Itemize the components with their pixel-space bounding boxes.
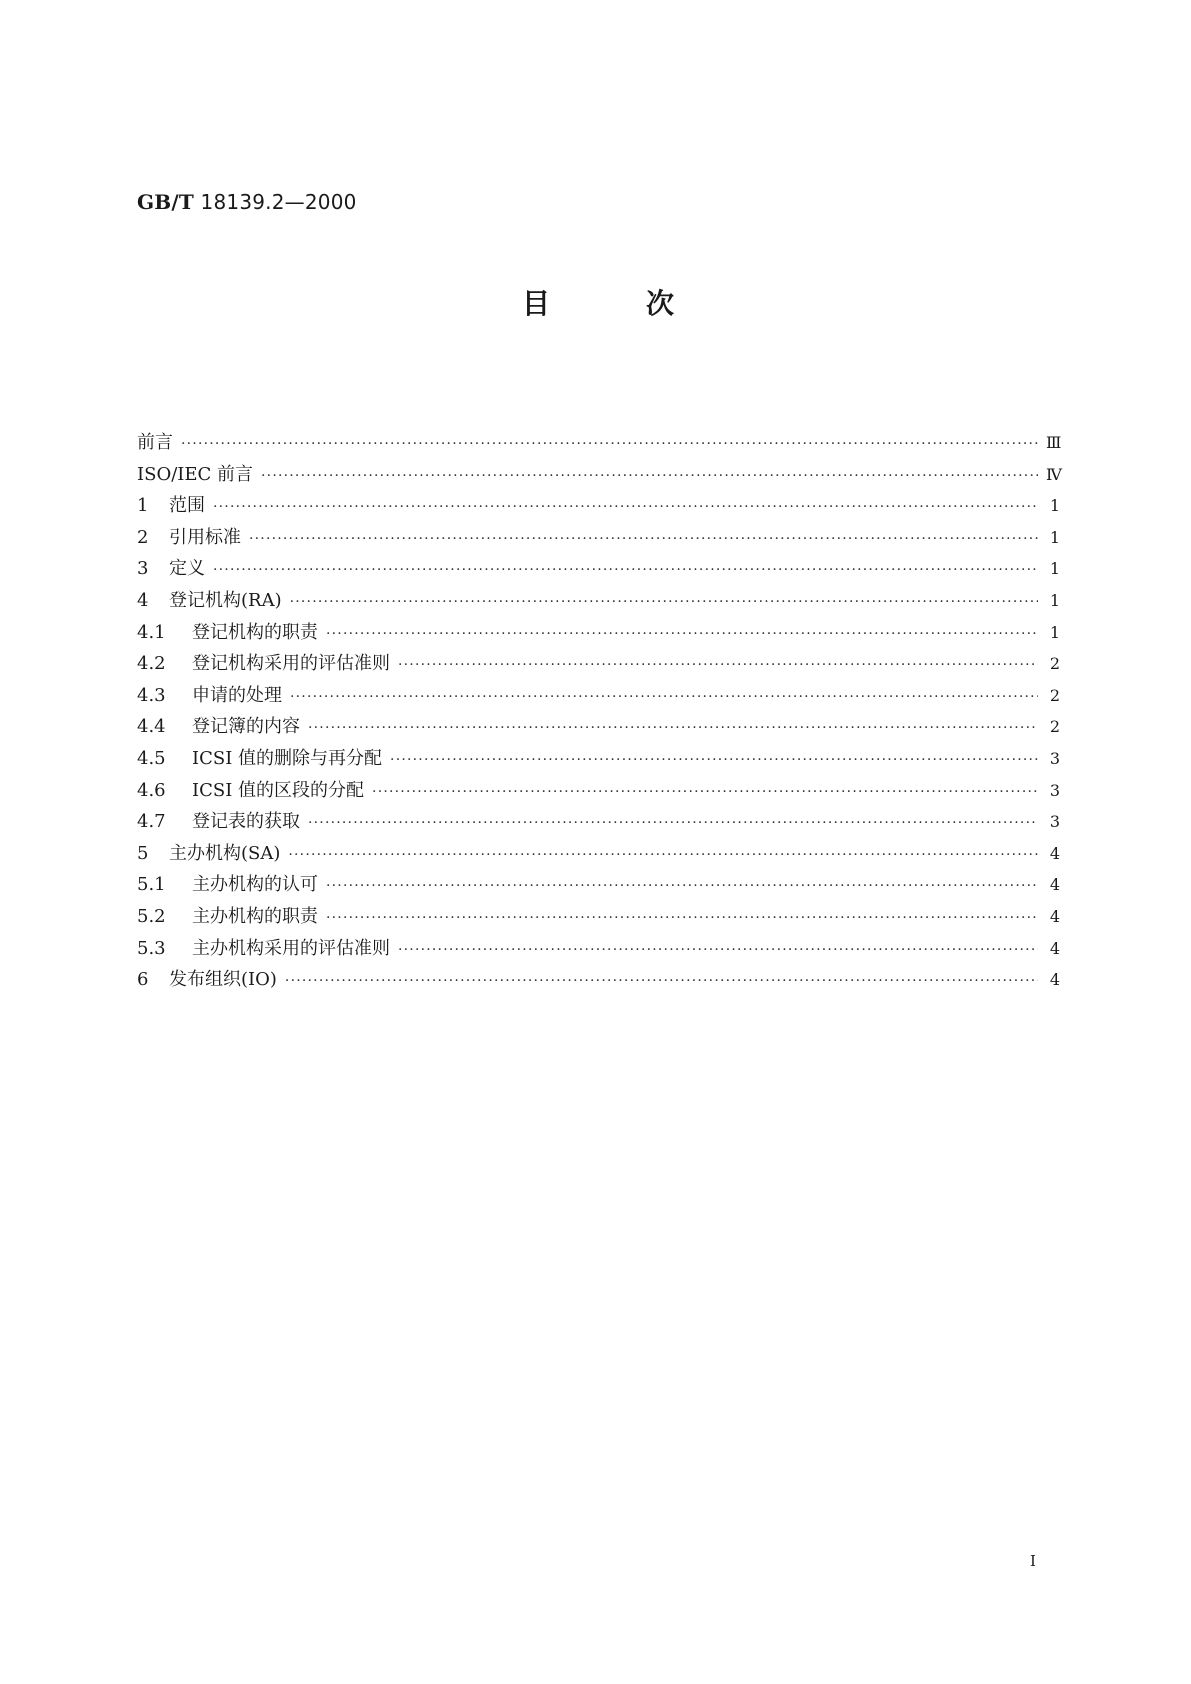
toc-dot-leader: [308, 808, 1038, 840]
toc-entry-title: 登记机构采用的评估准则: [192, 653, 390, 675]
toc-entry[interactable]: [137, 711, 1060, 743]
toc-entry-label: [137, 806, 300, 838]
toc-entry-title: 前言: [137, 432, 173, 453]
toc-entry[interactable]: [137, 933, 1060, 965]
toc-entry[interactable]: [137, 459, 1060, 491]
toc-entry-label: [137, 869, 318, 901]
toc-entry-label: [137, 933, 390, 965]
toc-dot-leader: [308, 713, 1038, 745]
toc-entry-label: [137, 490, 205, 522]
toc-entry-label: [137, 680, 282, 712]
toc-entry-page: 1: [1049, 496, 1060, 516]
toc-entry-number: 5.2: [137, 905, 166, 927]
standard-number: 18139.2—2000: [200, 190, 357, 214]
toc-entry-page: 3: [1049, 812, 1060, 832]
toc-entry-label: [137, 553, 205, 585]
toc-dot-leader: [249, 524, 1038, 556]
toc-dot-leader: [288, 840, 1038, 872]
toc-entry-number: 5.3: [137, 937, 166, 959]
toc-entry-page: 2: [1049, 654, 1060, 674]
toc-entry-page: 4: [1049, 875, 1060, 895]
toc-entry-title: 引用标准: [169, 526, 241, 548]
toc-dot-leader: [326, 903, 1038, 935]
toc-entry-number: 5: [137, 842, 149, 864]
toc-entry[interactable]: [137, 838, 1060, 870]
toc-entry[interactable]: [137, 806, 1060, 838]
toc-title: [0, 282, 1191, 322]
toc-entry-label: [137, 775, 364, 807]
toc-entry-number: 4.6: [137, 779, 166, 801]
toc-entry-number: 1: [137, 495, 149, 517]
toc-dot-leader: [213, 555, 1038, 587]
toc-entry-label: [137, 522, 241, 554]
toc-dot-leader: [390, 745, 1038, 777]
toc-dot-leader: [398, 650, 1038, 682]
toc-entry[interactable]: [137, 964, 1060, 996]
toc-entry-page: 3: [1049, 748, 1060, 768]
toc-entry-page: 1: [1049, 622, 1060, 642]
toc-entry-number: 4: [137, 589, 149, 611]
toc-entry-number: 4.2: [137, 653, 166, 675]
toc-dot-leader: [398, 935, 1038, 967]
standard-prefix: GB/T: [137, 190, 194, 214]
toc-entry-title: 登记表的获取: [192, 811, 300, 833]
toc-entry-title: 登记机构(RA): [169, 589, 282, 611]
toc-entry-title: 主办机构的职责: [192, 905, 318, 927]
toc-entry-label: [137, 901, 318, 933]
toc-dot-leader: [213, 492, 1038, 524]
toc-entry-number: 4.5: [137, 747, 166, 769]
toc-entry[interactable]: [137, 775, 1060, 807]
toc-entry[interactable]: [137, 490, 1060, 522]
toc-entry[interactable]: [137, 427, 1060, 459]
toc-entry-page: 3: [1049, 780, 1060, 800]
toc-dot-leader: [326, 619, 1038, 651]
toc-entry-label: [137, 838, 280, 870]
toc-entry-label: [137, 427, 173, 459]
standard-code: [137, 190, 357, 214]
toc-entry[interactable]: [137, 617, 1060, 649]
toc-entry-number: 4.3: [137, 684, 166, 706]
toc-entry-page: Ⅳ: [1046, 464, 1062, 484]
toc-entry[interactable]: [137, 522, 1060, 554]
table-of-contents: [137, 427, 1060, 996]
toc-entry-title: 登记机构的职责: [192, 621, 318, 643]
toc-entry-title: 登记簿的内容: [192, 716, 300, 738]
toc-entry-title: 定义: [169, 558, 205, 580]
toc-entry[interactable]: [137, 743, 1060, 775]
toc-entry-title: 主办机构采用的评估准则: [192, 937, 390, 959]
toc-entry-number: 6: [137, 969, 149, 991]
toc-dot-leader: [285, 966, 1038, 998]
toc-entry[interactable]: [137, 585, 1060, 617]
toc-entry-label: [137, 459, 253, 491]
toc-entry-page: 4: [1049, 970, 1060, 990]
toc-entry-title: 主办机构的认可: [192, 874, 318, 896]
toc-entry-label: [137, 617, 318, 649]
toc-entry-label: [137, 585, 282, 617]
toc-entry-page: 4: [1049, 938, 1060, 958]
toc-entry-title: 主办机构(SA): [169, 842, 281, 864]
toc-entry-number: 4.1: [137, 621, 166, 643]
toc-entry-page: 2: [1049, 717, 1060, 737]
toc-entry-title: 发布组织(IO): [169, 969, 277, 991]
toc-entry-title: ICSI 值的区段的分配: [192, 779, 365, 801]
toc-entry-label: [137, 964, 277, 996]
toc-entry-label: [137, 648, 390, 680]
toc-dot-leader: [181, 429, 1038, 461]
toc-entry-page: 1: [1049, 559, 1060, 579]
toc-entry[interactable]: [137, 553, 1060, 585]
toc-entry-page: 1: [1049, 590, 1060, 610]
toc-dot-leader: [261, 461, 1038, 493]
toc-entry-number: 2: [137, 526, 149, 548]
toc-entry-title: 范围: [169, 495, 205, 517]
toc-entry-number: 4.7: [137, 811, 166, 833]
page-number: I: [1030, 1552, 1036, 1570]
toc-entry-page: Ⅲ: [1046, 433, 1062, 452]
toc-entry-label: [137, 711, 300, 743]
toc-dot-leader: [290, 587, 1038, 619]
toc-entry-page: 1: [1049, 527, 1060, 547]
toc-dot-leader: [290, 682, 1038, 714]
toc-title-char-1: 目: [522, 287, 551, 320]
toc-entry[interactable]: [137, 901, 1060, 933]
toc-dot-leader: [372, 777, 1038, 809]
toc-entry-label: [137, 743, 382, 775]
toc-entry[interactable]: [137, 869, 1060, 901]
toc-entry-number: 5.1: [137, 874, 166, 896]
toc-entry-page: 4: [1049, 906, 1060, 926]
toc-dot-leader: [326, 871, 1038, 903]
toc-entry-title: ISO/IEC 前言: [137, 463, 254, 485]
toc-entry[interactable]: [137, 648, 1060, 680]
toc-entry-page: 4: [1049, 843, 1060, 863]
toc-entry-title: ICSI 值的删除与再分配: [192, 747, 383, 769]
toc-entry-title: 申请的处理: [192, 684, 282, 706]
toc-title-char-2: 次: [646, 287, 675, 320]
toc-entry-number: 3: [137, 558, 149, 580]
toc-entry[interactable]: [137, 680, 1060, 712]
toc-entry-number: 4.4: [137, 716, 166, 738]
toc-entry-page: 2: [1049, 685, 1060, 705]
